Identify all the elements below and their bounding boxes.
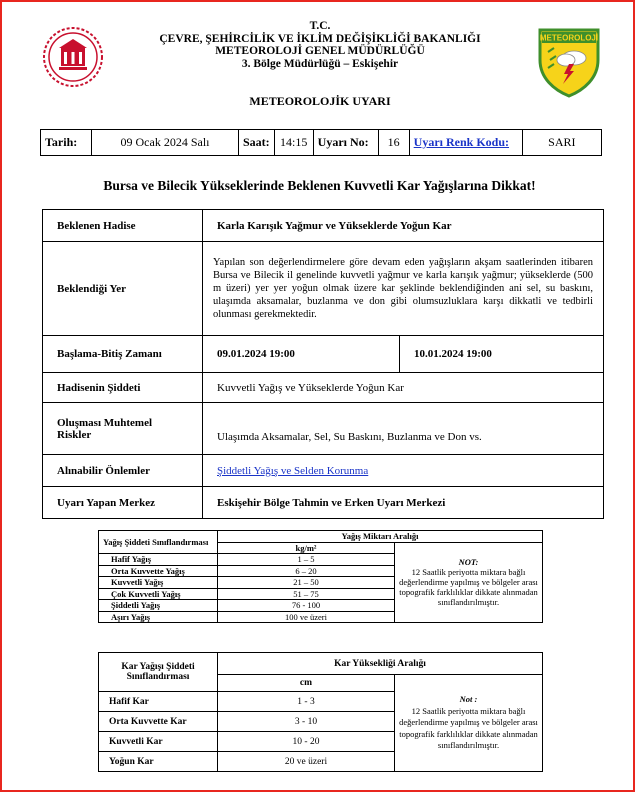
rain-row-value: 76 - 100: [218, 600, 395, 612]
header-block: [102, 20, 538, 70]
row-place: [43, 242, 604, 336]
info-bar: [40, 129, 602, 156]
rain-h1: Yağış Şiddeti Sınıflandırması: [99, 531, 218, 554]
row-severity: [43, 373, 604, 403]
measures-link[interactable]: Şiddetli Yağış ve Selden Korunma: [217, 464, 369, 477]
warning-no-value: 16: [378, 130, 409, 156]
rain-note-text: 12 Saatlik periyotta miktara bağlı değerlendirme yapılmış ve bölgeler arası topografik farklılıklar dikkate alınmadan sınıflandırılmıştır.: [399, 567, 538, 608]
measures-cell: [203, 455, 604, 487]
snow-note-title: Not :: [459, 694, 478, 705]
measures-label: Alınabilir Önlemler: [43, 455, 203, 487]
snow-h2: Kar Yüksekliği Aralığı: [218, 653, 543, 675]
row-center: [43, 487, 604, 519]
rain-classification-table: [98, 530, 543, 623]
period-start: 09.01.2024 19:00: [203, 336, 400, 373]
header-line-tc: T.C.: [309, 20, 331, 32]
rain-row-value: 6 – 20: [218, 565, 395, 577]
risks-value: Ulaşımda Aksamalar, Sel, Su Baskını, Buzlanma ve Don vs.: [203, 403, 604, 455]
severity-label: Hadisenin Şiddeti: [43, 373, 203, 403]
color-code-link[interactable]: Uyarı Renk Kodu:: [413, 135, 510, 149]
period-label: Başlama-Bitiş Zamanı: [43, 336, 203, 373]
snow-row-label: Orta Kuvvette Kar: [99, 712, 218, 732]
time-value: 14:15: [274, 130, 313, 156]
snow-row-value: 20 ve üzeri: [218, 752, 395, 772]
rain-row-value: 21 – 50: [218, 577, 395, 589]
event-value: Karla Karışık Yağmur ve Yükseklerde Yoğun Kar: [203, 210, 604, 242]
rain-row-label: Orta Kuvvette Yağış: [99, 565, 218, 577]
risks-label: Oluşması Muhtemel Riskler: [43, 403, 203, 455]
row-risks: [43, 403, 604, 455]
rain-note-title: NOT:: [458, 557, 479, 568]
center-value: Eskişehir Bölge Tahmin ve Erken Uyarı Merkezi: [203, 487, 604, 519]
row-event: [43, 210, 604, 242]
severity-value: Kuvvetli Yağış ve Yükseklerde Yoğun Kar: [203, 373, 604, 403]
snow-row-value: 10 - 20: [218, 732, 395, 752]
snow-row-label: Yoğun Kar: [99, 752, 218, 772]
header-directorate: METEOROLOJİ GENEL MÜDÜRLÜĞÜ: [215, 45, 425, 57]
rain-row-value: 100 ve üzeri: [218, 611, 395, 623]
rain-row-label: Şiddetli Yağış: [99, 600, 218, 612]
snow-row-label: Kuvvetli Kar: [99, 732, 218, 752]
svg-text:METEOROLOJİ: METEOROLOJİ: [539, 33, 599, 43]
time-label: Saat:: [239, 130, 275, 156]
rain-row-value: 51 – 75: [218, 588, 395, 600]
center-label: Uyarı Yapan Merkez: [43, 487, 203, 519]
period-end: 10.01.2024 19:00: [400, 336, 604, 373]
rain-note: [395, 542, 543, 623]
snow-h1: Kar Yağışı Şiddeti Sınıflandırması: [99, 653, 218, 692]
row-measures: [43, 455, 604, 487]
place-value: Yapılan son değerlendirmelere göre devam eden yağışların akşam saatlerinden itibaren Bursa ve Bilecik il genelinde kuvvetli yağmur ve karla karışık yağmur; yükseklerde (500 m üzeri) yer yer yoğun olmak üzere kar şeklinde beklendiğinden ani sel, su baskını, ulaşımda aksamalar, buzlanma ve don gibi olumsuzluklara karşı dikkatli ve tedbirli olunması gerekmektedir.: [203, 242, 604, 336]
rain-row-label: Aşırı Yağış: [99, 611, 218, 623]
warning-subject: Bursa ve Bilecik Yükseklerinde Beklenen Kuvvetli Kar Yağışlarına Dikkat!: [103, 178, 536, 193]
date-value: 09 Ocak 2024 Salı: [92, 130, 239, 156]
event-label: Beklenen Hadise: [43, 210, 203, 242]
color-code-value: SARI: [522, 130, 601, 156]
rain-unit: kg/m²: [218, 542, 395, 554]
snow-row-value: 3 - 10: [218, 712, 395, 732]
snow-classification-table: [98, 652, 543, 772]
color-code-cell: [409, 130, 522, 156]
rain-row-label: Kuvvetli Yağış: [99, 577, 218, 589]
header-ministry: ÇEVRE, ŞEHİRCİLİK VE İKLİM DEĞİŞİKLİĞİ BAKANLIĞI: [159, 32, 481, 45]
snow-unit: cm: [218, 675, 395, 692]
warning-no-label: Uyarı No:: [313, 130, 378, 156]
warning-details-table: [42, 209, 604, 519]
document-title: METEOROLOJİK UYARI: [249, 94, 391, 108]
snow-note: [395, 675, 543, 772]
row-period: [43, 336, 604, 373]
meteoroloji-logo: [536, 26, 602, 98]
snow-row-value: 1 - 3: [218, 692, 395, 712]
ministry-logo: [42, 26, 104, 88]
date-label: Tarih:: [41, 130, 92, 156]
snow-row-label: Hafif Kar: [99, 692, 218, 712]
rain-row-label: Çok Kuvvetli Yağış: [99, 588, 218, 600]
place-label: Beklendiği Yer: [43, 242, 203, 336]
rain-h2: Yağış Miktarı Aralığı: [218, 531, 543, 543]
snow-note-text: 12 Saatlik periyotta miktara bağlı değerlendirme yapılmış ve bölgeler arası topografik farklılıklar dikkate alınmadan sınıflandırılmıştır.: [399, 705, 538, 751]
rain-row-value: 1 – 5: [218, 554, 395, 566]
header-regional: 3. Bölge Müdürlüğü – Eskişehir: [241, 57, 399, 70]
rain-row-label: Hafif Yağış: [99, 554, 218, 566]
